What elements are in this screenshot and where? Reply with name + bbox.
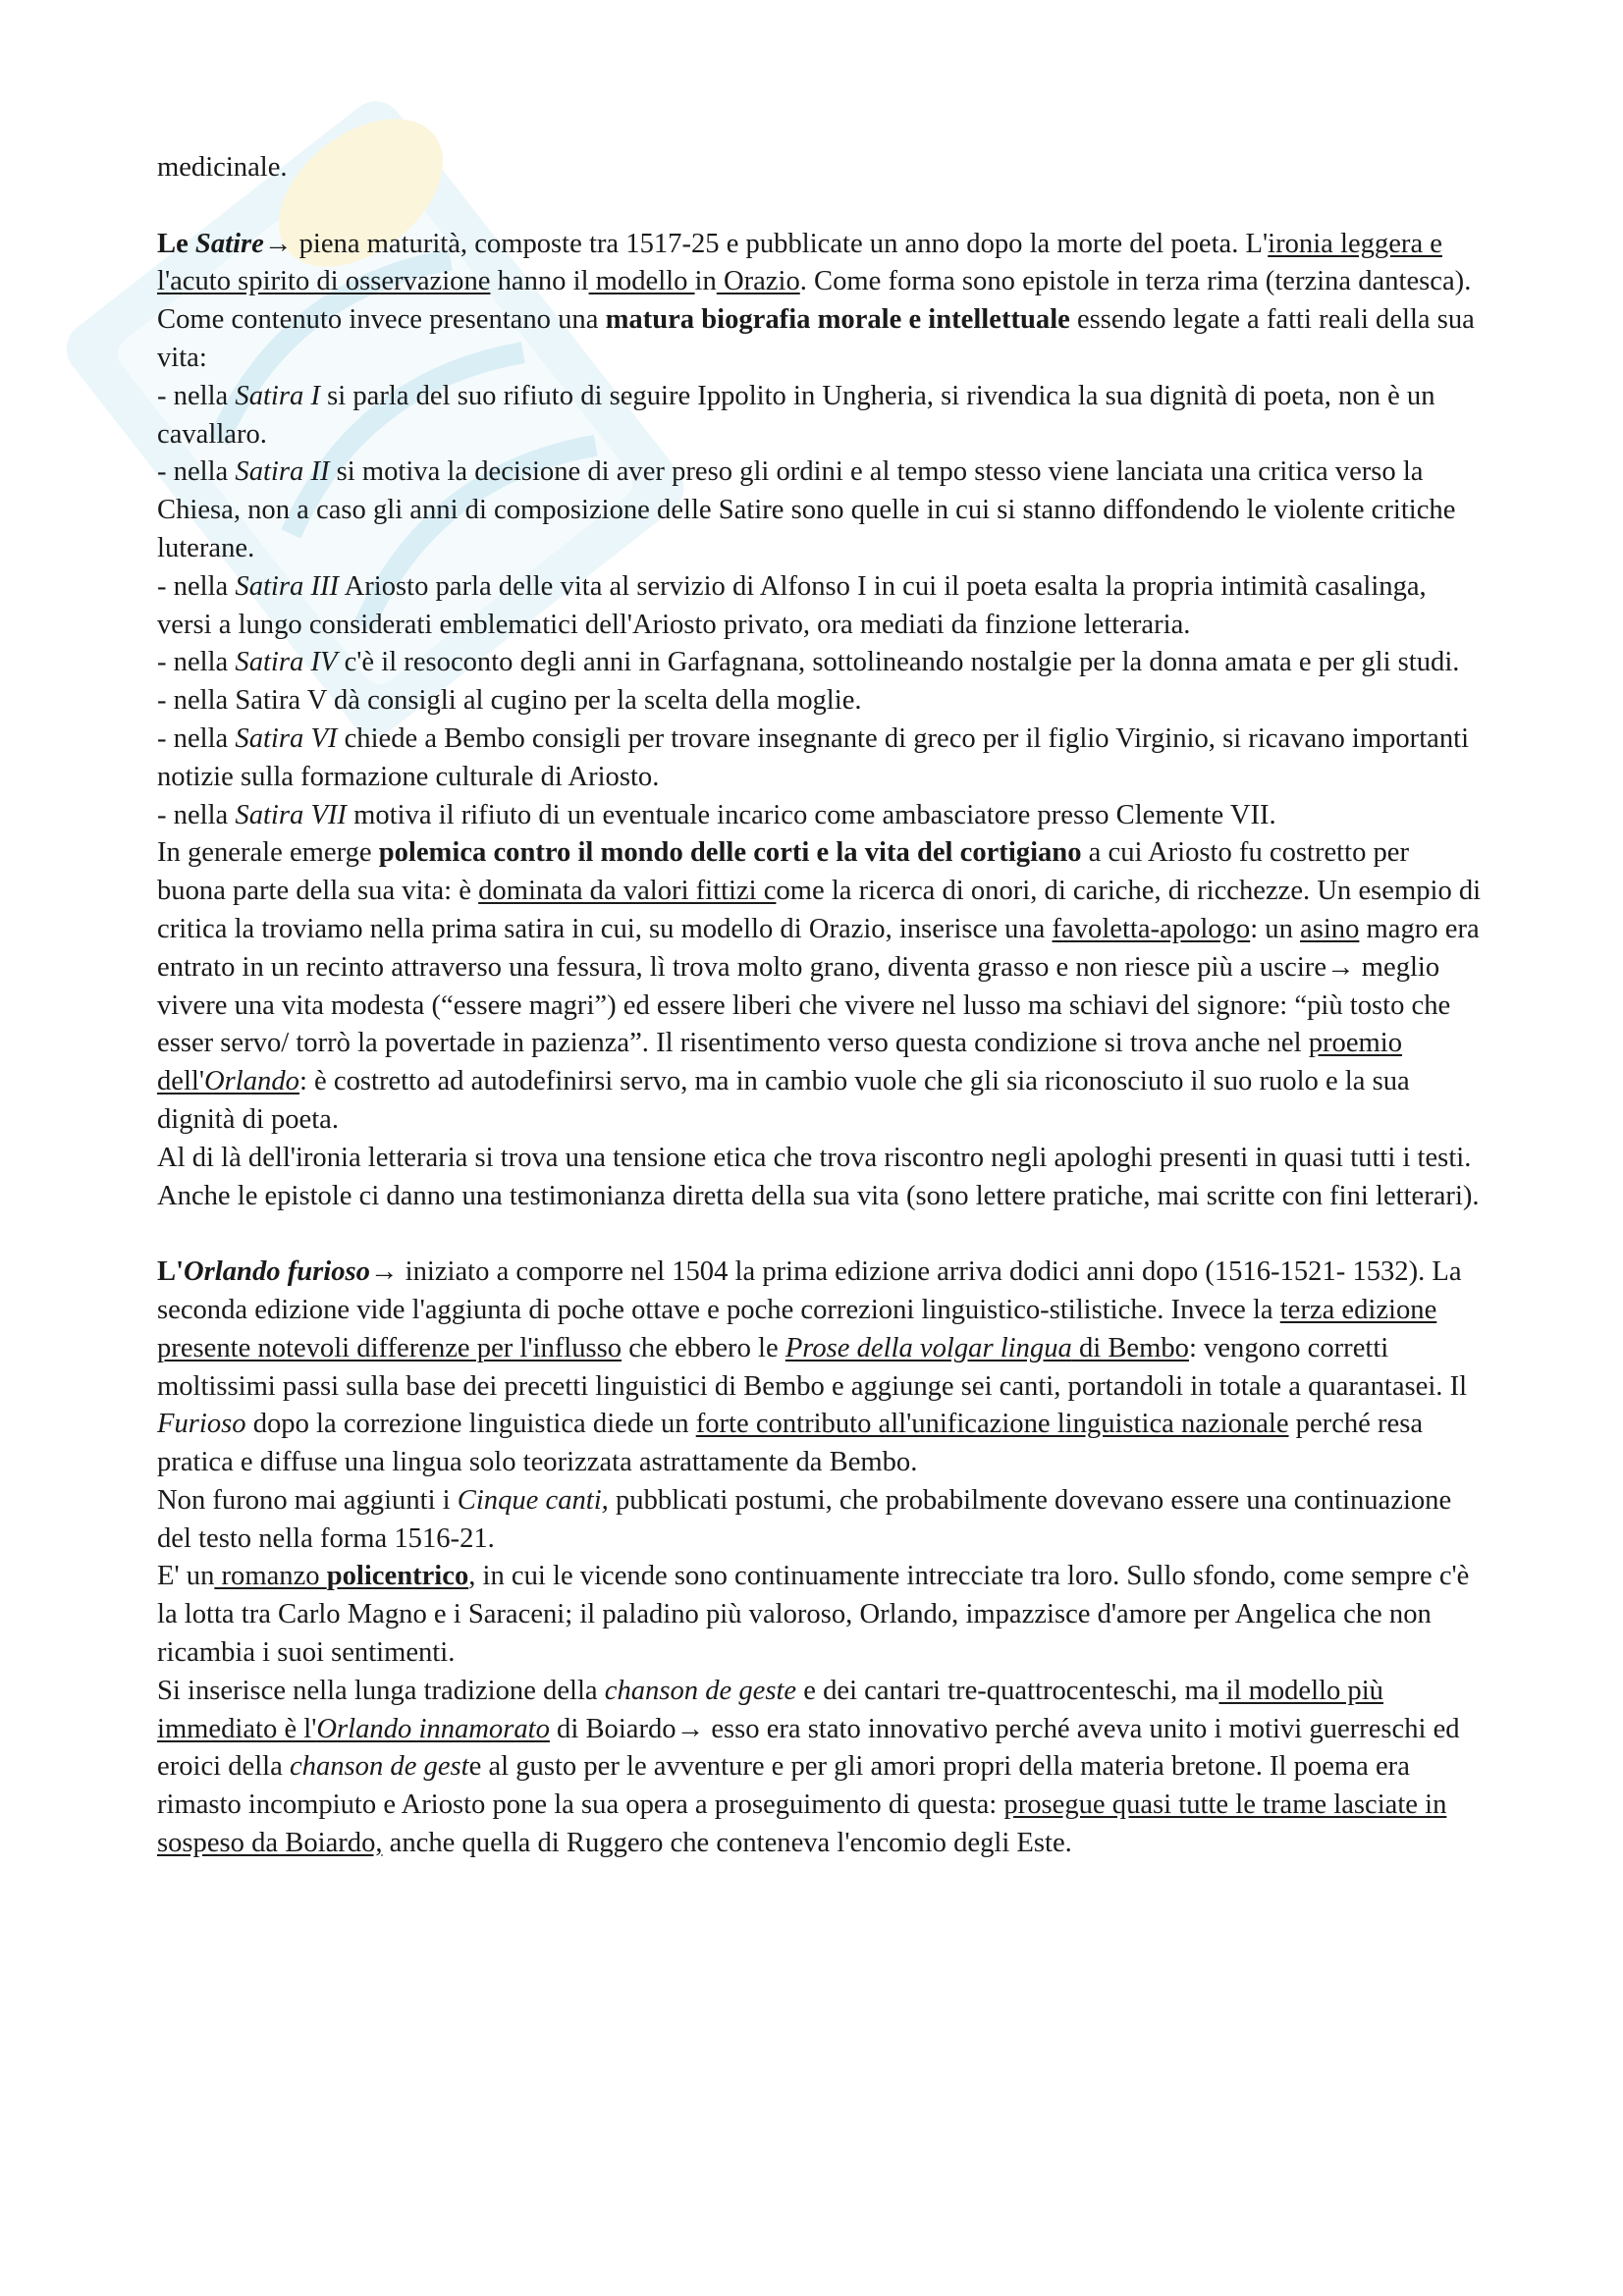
orlando-underline: terza edizione presente notevoli differenze per l'influsso (157, 1294, 1437, 1363)
generale-underline: dominata da valori fittizi c (478, 876, 777, 907)
tradizione-underline: il modello più immediato è l'Orlando innamorato (157, 1675, 1383, 1744)
orlando-title: Orlando furioso (184, 1256, 370, 1288)
generale-underline: asino (1300, 913, 1360, 944)
satira-title: Satira I (235, 380, 320, 411)
satira-title: Satira III (235, 570, 340, 602)
satire-bold: matura biografia morale e intellettuale (605, 304, 1070, 336)
satire-paragraph (157, 226, 1483, 378)
orlando-heading: L'Orlando furioso (157, 1256, 370, 1288)
blank-line (157, 187, 1483, 226)
satira-title: Satira VII (235, 799, 347, 830)
generale-underline: favoletta-apologo (1052, 913, 1251, 944)
policentrico-underline: romanzo (214, 1561, 327, 1592)
tradizione-paragraph: Si inserisce nella lunga tradizione della chanson de geste e dei cantari tre-quattrocenteschi, ma il modello più immediato è l'Orlando innamorato di Boiardo→ esso era stato innovativo perché aveva unito i motivi guerreschi ed eroici della chanson de geste al gusto per le avventure e per gli amori propri della materia bretone. Il poema era rimasto incompiuto e Ariosto pone la sua opera a proseguimento di questa: prosegue quasi tutte le trame lasciate in sospeso da Boiardo, anche quella di Ruggero che conteneva l'encomio degli Este. (157, 1675, 1460, 1859)
generale-underline: proemio dell'Orlando (157, 1028, 1402, 1097)
epistole-paragraph: Anche le epistole ci danno una testimonianza diretta della sua vita (sono lettere pratiche, mai scritte con fini letterari). (157, 1180, 1480, 1211)
arrow-icon: → (263, 228, 293, 259)
satira-item: - nella Satira IV c'è il resoconto degli anni in Garfagnana, sottolineando nostalgie per la donna amata e per gli studi. (157, 647, 1460, 678)
satira-title: Satira IV (235, 647, 338, 678)
satira-title: Satira II (235, 456, 330, 488)
tradizione-underline: prosegue quasi tutte le trame lasciate in sospeso da Boiardo, (157, 1789, 1447, 1859)
satire-text: piena maturità, composte tra 1517-25 e pubblicate un anno dopo la morte del poeta. L' (292, 228, 1269, 259)
arrow-icon: → (369, 1256, 399, 1288)
satira-item: - nella Satira II si motiva la decisione di aver preso gli ordini e al tempo stesso viene lanciata una critica verso la Chiesa, non a caso gli anni di composizione delle Satire sono quelle in cui si stanno diffondendo le violente critiche luterane. (157, 456, 1456, 563)
satire-text: hanno il (490, 266, 589, 297)
satire-heading (157, 229, 264, 259)
intro-tail: medicinale. (157, 152, 288, 183)
policentrico-bold: policentrico (326, 1561, 469, 1592)
satire-text: . Come forma sono epistole in terza rima (terzina dantesca). Come contenuto invece presentano una (157, 266, 1472, 336)
policentrico-paragraph: E' un romanzo policentrico, in cui le vicende sono continuamente intrecciate tra loro. Sullo sfondo, come sempre c'è la lotta tra Carlo Magno e i Saraceni; il paladino più valoroso, Orlando, impazzisce d'amore per Angelica che non ricambia i suoi sentimenti. (157, 1561, 1470, 1669)
ironia-paragraph: Al di là dell'ironia letteraria si trova una tensione etica che trova riscontro negli apologhi presenti in quasi tutti i testi. (157, 1142, 1472, 1173)
satire-underline: modello (588, 266, 695, 297)
orlando-underline: Prose della volgar lingua (784, 1332, 1072, 1363)
generale-paragraph: In generale emerge polemica contro il mondo delle corti e la vita del cortigiano a cui Ariosto fu costretto per buona parte della sua vita: è dominata da valori fittizi come la ricerca di onori, di cariche, di ricchezze. Un esempio di critica la troviamo nella prima satira in cui, su modello di Orazio, inserisce una favoletta-apologo: un asino magro era entrato in un recinto attraverso una fessura, lì trova molto grano, diventa grasso e non riesce più a uscire→ meglio vivere una vita modesta (“essere magri”) ed essere liberi che vivere nel lusso ma schiavi del signore: “più tosto che esser servo/ torrò la povertade in pazienza”. Il risentimento verso questa condizione si trova anche nel proemio dell'Orlando: è costretto ad autodefinirsi servo, ma in cambio vuole che gli sia riconosciuto il suo ruolo e la sua dignità di poeta. (157, 837, 1482, 1135)
generale-bold: polemica contro il mondo delle corti e la vita del cortigiano (378, 837, 1082, 869)
arrow-icon: → (1326, 951, 1355, 983)
document-body (157, 149, 1483, 1863)
satire-underline: Orazio (716, 266, 800, 297)
satira-item: - nella Satira V dà consigli al cugino per la scelta della moglie. (157, 685, 862, 717)
intro-paragraph (157, 149, 1483, 187)
satire-text: essendo legate a fatti reali della sua vita: (157, 304, 1475, 373)
satira-title: Satira VI (235, 722, 338, 754)
arrow-icon: → (676, 1713, 705, 1744)
cinque-canti-paragraph: Non furono mai aggiunti i Cinque canti, pubblicati postumi, che probabilmente dovevano essere una continuazione del testo nella forma 1516-21. (157, 1484, 1452, 1554)
satire-title: Satire (194, 228, 264, 259)
satira-item: - nella Satira III Ariosto parla delle vita al servizio di Alfonso I in cui il poeta esalta la propria intimità casalinga, versi a lungo considerati emblematici dell'Ariosto privato, ora mediati da finzione letteraria. (157, 570, 1427, 640)
satire-lead: Le (157, 228, 195, 259)
satira-item: - nella Satira VI chiede a Bembo consigli per trovare insegnante di greco per il figlio Virginio, si ricavano importanti notizie sulla formazione culturale di Ariosto. (157, 722, 1470, 792)
orlando-underline: forte contributo all'unificazione linguistica nazionale (695, 1409, 1289, 1440)
satira-item: - nella Satira VII motiva il rifiuto di un eventuale incarico come ambasciatore presso Clemente VII. (157, 799, 1276, 830)
blank-line (157, 1215, 1483, 1254)
orlando-underline: di Bembo (1071, 1332, 1189, 1363)
orlando-paragraph: L'Orlando furioso→ iniziato a comporre nel 1504 la prima edizione arriva dodici anni dopo (1516-1521- 1532). La seconda edizione vide l'aggiunta di poche ottave e poche correzioni linguistico-stilistiche. Invece la terza edizione presente notevoli differenze per l'influsso che ebbero le Prose della volgar lingua di Bembo: vengono corretti moltissimi passi sulla base dei precetti linguistici di Bembo e aggiunge sei canti, portandoli in totale a quarantasei. Il Furioso dopo la correzione linguistica diede un forte contributo all'unificazione linguistica nazionale perché resa pratica e diffuse una lingua solo teorizzata astrattamente da Bembo. (157, 1256, 1468, 1478)
satira-item: - nella Satira I si parla del suo rifiuto di seguire Ippolito in Ungheria, si rivendica la sua dignità di poeta, non è un cavallaro. (157, 380, 1435, 450)
satire-text: in (694, 266, 717, 297)
satire-underline: ironia leggera e l'acuto spirito di osservazione (157, 228, 1442, 297)
